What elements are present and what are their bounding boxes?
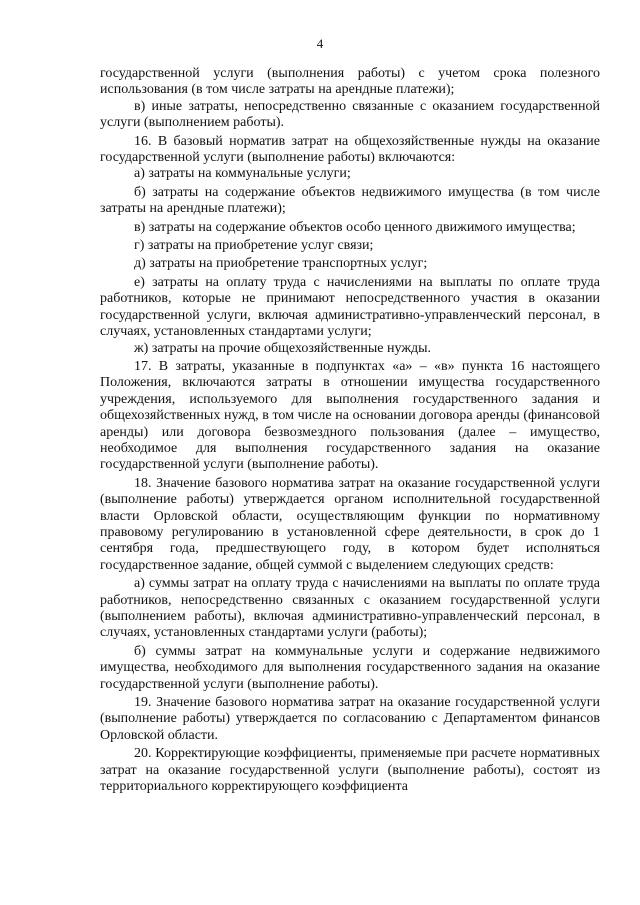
clause-18-item-b: б) суммы затрат на коммунальные услуги и содержание недвижимого имущества, необходимого для выполнения государственного задания на оказание государственной услуги (выполнение работы). [100,643,600,692]
list-item-g: г) затраты на приобретение услуг связи; [134,238,374,254]
document-body [100,66,600,795]
list-item-v: в) затраты на содержание объектов особо ценного движимого имущества; [134,219,576,235]
page-number: 4 [316,36,324,51]
list-item-a: а) затраты на коммунальные услуги; [134,166,351,182]
clause-17: 17. В затраты, указанные в подпунктах «а» – «в» пункта 16 настоящего Положения, включаются затраты в отношении имущества государственного учреждения, используемого для выполнения государственного задания и общехозяйственных нужд, в том числе на основании договора аренды (финансовой аренды) или договора безвозмездного пользования (далее – имущество, необходимое для выполнения государственного задания на оказание государственной услуги (выполнение работы). [100,358,600,473]
list-item-zh: ж) затраты на прочие общехозяйственные нужды. [134,340,432,356]
list-item-d: д) затраты на приобретение транспортных услуг; [134,256,428,272]
list-item-b: б) затраты на содержание объектов недвижимого имущества (в том числе затраты на арендные платежи); [100,184,600,217]
clause-20: 20. Корректирующие коэффициенты, применяемые при расчете нормативных затрат на оказание государственной услуги (выполнение работы), состоят из территориального корректирующего коэффициента [100,746,600,795]
list-item-v-other-costs: в) иные затраты, непосредственно связанные с оказанием государственной услуги (выполнением работы). [100,98,600,131]
clause-18-item-a: а) суммы затрат на оплату труда с начислениями на выплаты по оплате труда работников, непосредственно связанных с оказанием государственной услуги (выполнением работы), включая административно-управленческий персонал, в случаях, установленных стандартами услуги (работы); [100,576,600,641]
list-item-e: е) затраты на оплату труда с начислениями на выплаты по оплате труда работников, которые не принимают непосредственного участия в оказании государственной услуги, включая административно-управленческий персонал, в случаях, установленных стандартами услуги; [100,274,600,340]
clause-19: 19. Значение базового норматива затрат на оказание государственной услуги (выполнение работы) утверждается по согласованию с Департаментом финансов Орловской области. [100,695,600,743]
clause-18: 18. Значение базового норматива затрат на оказание государственной услуги (выполнение работы) утверждается органом исполнительной государственной власти Орловской области, осуществляющим функции по нормативному правовому регулированию в установленной сфере деятельности, в срок до 1 сентября года, предшествующего году, в котором будет исполняться государственное задание, общей суммой с выделением следующих средств: [100,475,600,573]
paragraph-continuation: государственной услуги (выполнения работы) с учетом срока полезного использования (в том числе затраты на арендные платежи); [100,66,600,98]
clause-16: 16. В базовый норматив затрат на общехозяйственные нужды на оказание государственной услуги (выполнение работы) включаются: [100,133,600,166]
